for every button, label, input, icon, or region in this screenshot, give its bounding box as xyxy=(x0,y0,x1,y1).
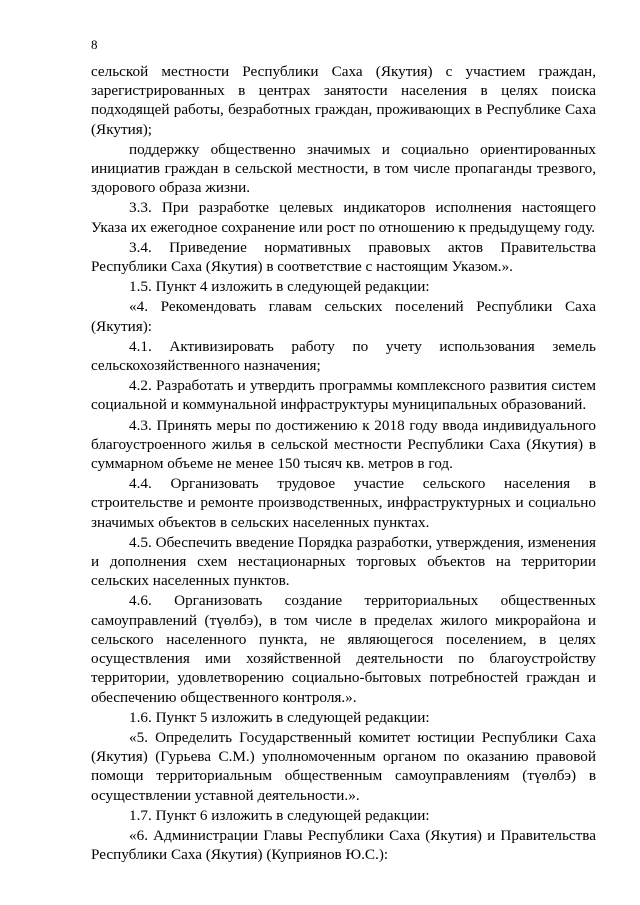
paragraph: 1.5. Пункт 4 изложить в следующей редакции: xyxy=(129,278,430,296)
paragraph: 4.5. Обеспечить введение Порядка разработки, утверждения, изменения и дополнения схем нестационарных торговых объектов на территории сельских населенных пунктов. xyxy=(91,533,596,590)
paragraph: сельской местности Республики Саха (Якутия) с участием граждан, зарегистрированных в центрах занятости населения в целях поиска подходящей работы, безработных граждан, проживающих в Республике Саха (Якутия); xyxy=(91,63,596,138)
paragraph: 1.6. Пункт 5 изложить в следующей редакции: xyxy=(129,708,430,726)
paragraph: 4.6. Организовать создание территориальных общественных самоуправлений (түөлбэ), в том числе в пределах жилого микрорайона и сельского населенного пункта, не являющегося поселением, в целях осуществления ими хозяйственной деятельности по благоустройству территории, удовлетворению социально-бытовых потребностей граждан и обеспечению общественного контроля.». xyxy=(91,592,596,706)
document-body xyxy=(91,62,596,865)
paragraph: 4.2. Разработать и утвердить программы комплексного развития систем социальной и коммунальной инфраструктуры муниципальных образований. xyxy=(91,377,596,414)
paragraph: 1.7. Пункт 6 изложить в следующей редакции: xyxy=(129,806,430,824)
paragraph: «4. Рекомендовать главам сельских поселений Республики Саха (Якутия): xyxy=(91,298,596,335)
paragraph: 4.1. Активизировать работу по учету использования земель сельскохозяйственного назначения; xyxy=(91,337,596,375)
paragraph: «6. Администрации Главы Республики Саха (Якутия) и Правительства Республики Саха (Якутия) (Куприянов Ю.С.): xyxy=(91,826,596,864)
paragraph: 3.4. Приведение нормативных правовых актов Правительства Республики Саха (Якутия) в соответствие с настоящим Указом.». xyxy=(91,238,596,276)
paragraph: «5. Определить Государственный комитет юстиции Республики Саха (Якутия) (Гурьева С.М.) уполномоченным органом по оказанию правовой помощи территориальным общественным самоуправлениям (түөлбэ) в осуществлении уставной деятельности.». xyxy=(91,728,596,804)
page-number: 8 xyxy=(91,37,98,52)
paragraph: 4.3. Принять меры по достижению к 2018 году ввода индивидуального благоустроенного жилья в сельской местности Республики Саха (Якутия) в суммарном объеме не менее 150 тысяч кв. метров в год. xyxy=(91,416,596,473)
paragraph: 3.3. При разработке целевых индикаторов исполнения настоящего Указа их ежегодное сохранение или рост по отношению к предыдущему году. xyxy=(91,199,596,236)
paragraph: 4.4. Организовать трудовое участие сельского населения в строительстве и ремонте производственных, инфраструктурных и социально значимых объектов в сельских населенных пунктах. xyxy=(91,475,596,531)
paragraph: поддержку общественно значимых и социально ориентированных инициатив граждан в сельской местности, в том числе пропаганды трезвого, здорового образа жизни. xyxy=(91,140,596,197)
